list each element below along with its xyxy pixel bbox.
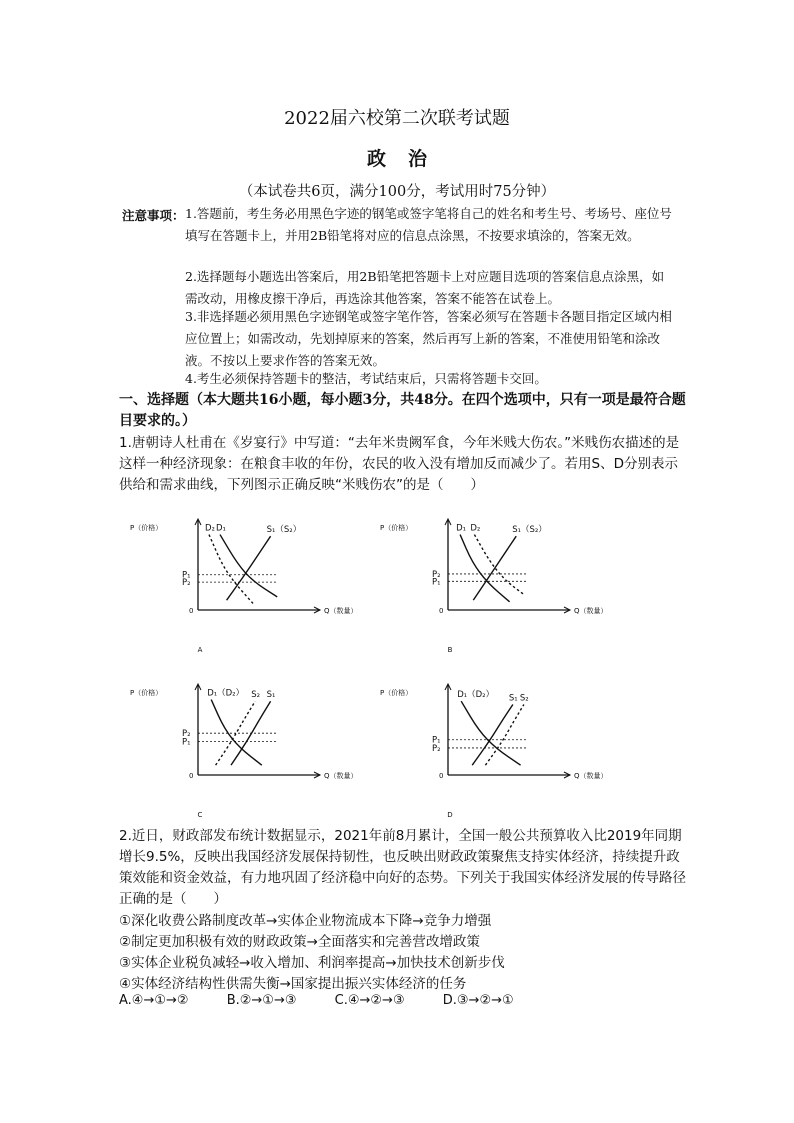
- q2-statement: ④实体经济结构性供需失衡→国家提出振兴实体经济的任务: [119, 976, 467, 992]
- chart-d: [378, 677, 608, 819]
- y-axis-label: P（价格）: [130, 689, 163, 697]
- answer-option-d[interactable]: D.③→②→①: [442, 993, 514, 1008]
- origin-label: 0: [189, 772, 194, 780]
- q2-statement: ①深化收费公路制度改革→实体企业物流成本下降→竞争力增强: [119, 913, 492, 929]
- curve-S₂: [485, 704, 524, 765]
- curve-label: D₂: [205, 523, 215, 534]
- curve-D₁: [460, 535, 510, 602]
- curve-label: S₂: [519, 693, 529, 704]
- y-axis-label: P（价格）: [130, 524, 163, 532]
- chart-caption: C: [197, 811, 203, 819]
- answer-option-c[interactable]: C.④→②→③: [334, 993, 405, 1008]
- subject-title: 政治: [366, 148, 449, 170]
- curve-D₁（D₂）: [461, 701, 520, 765]
- question-1-text: 1.唐朝诗人杜甫在《岁宴行》中写道：“去年米贵阙军食，今年米贱大伤农。”米贱伤农描述的是这样一种经济现象：在粮食丰收的年份，农民的收入没有增加反而减少了。若用S、D分别表示供给和需求曲线，下列图示正确反映“米贱伤农”的是（ ）: [119, 435, 680, 493]
- y-axis-label: P（价格）: [380, 689, 413, 697]
- origin-label: 0: [439, 772, 444, 780]
- chart-c: [128, 677, 358, 819]
- x-axis-label: Q（数量）: [324, 607, 358, 615]
- origin-label: 0: [439, 607, 444, 615]
- chart-caption: A: [197, 646, 203, 654]
- curve-D₁: [220, 535, 277, 597]
- notice-item: 3.非选择题必须用黑色字迹钢笔或签字笔作答，答案必须写在答题卡各题目指定区域内相应位置上；如需改动，先划掉原来的答案，然后再写上新的答案，不准使用铅笔和涂改液。不按以上要求作答的答案无效。: [185, 309, 672, 368]
- notice-label: 注意事项：: [122, 208, 185, 223]
- q2-answer-options: [119, 993, 548, 1008]
- price-tick-label: P₁: [182, 737, 191, 748]
- chart-caption: B: [447, 646, 453, 654]
- curve-label: S₁: [266, 690, 276, 701]
- notice-item: 2.选择题每小题选出答案后，用2B铅笔把答题卡上对应题目选项的答案信息点涂黑，如需改动，用橡皮擦干净后，再选涂其他答案，答案不能答在试卷上。: [185, 269, 665, 306]
- curve-label: S₁（S₂）: [512, 525, 547, 536]
- price-tick-label: P₁: [182, 570, 191, 581]
- exam-title: 2022届六校第二次联考试题: [284, 108, 510, 129]
- answer-option-b[interactable]: B.②→①→③: [226, 993, 297, 1008]
- price-tick-label: P₁: [432, 735, 441, 746]
- price-tick-label: P₂: [432, 743, 441, 754]
- curve-D₁（D₂）: [211, 700, 262, 766]
- curve-label: D₂: [470, 523, 481, 534]
- answer-option-a[interactable]: A.④→①→②: [119, 993, 189, 1008]
- q2-statement: ②制定更加积极有效的财政政策→全面落实和完善营改增政策: [119, 934, 480, 950]
- x-axis-label: Q（数量）: [574, 772, 608, 780]
- origin-label: 0: [189, 607, 194, 615]
- curve-S₁（S₂）: [227, 536, 271, 600]
- notice-item: 1.答题前，考生务必用黑色字迹的钢笔或签字笔将自己的姓名和考生号、考场号、座位号填写在答题卡上，并用2B铅笔将对应的信息点涂黑，不按要求填涂的，答案无效。: [185, 206, 672, 243]
- price-tick-label: P₂: [432, 569, 441, 580]
- curve-label: D₁（D₂）: [457, 690, 495, 701]
- curve-label: D₁: [456, 523, 467, 534]
- chart-a: [128, 512, 358, 654]
- curve-label: S₂: [251, 690, 261, 701]
- exam-info: （本试卷共6页，满分100分，考试用时75分钟）: [238, 184, 556, 200]
- notice-item: 4.考生必须保持答题卡的整洁，考试结束后，只需将答题卡交回。: [185, 371, 547, 386]
- section-heading: 一、选择题（本大题共16小题，每小题3分，共48分。在四个选项中，只有一项是最符合题目要求的。）: [119, 392, 686, 429]
- chart-caption: D: [447, 811, 453, 819]
- curve-label: D₁（D₂）: [207, 688, 245, 699]
- curve-label: S₁（S₂）: [266, 525, 302, 536]
- price-tick-label: P₁: [432, 577, 441, 588]
- price-tick-label: P₂: [182, 578, 191, 589]
- curve-S₁（S₂）: [473, 536, 516, 600]
- curve-label: S₁: [508, 693, 518, 704]
- curve-label: D₁: [216, 523, 226, 534]
- chart-b: [378, 512, 608, 654]
- q2-statement: ③实体企业税负减轻→收入增加、利润率提高→加快技术创新步伐: [119, 955, 505, 971]
- y-axis-label: P（价格）: [380, 524, 413, 532]
- x-axis-label: Q（数量）: [324, 772, 358, 780]
- price-tick-label: P₂: [182, 729, 191, 740]
- question-2-text: 2.近日，财政部发布统计数据显示，2021年前8月累计，全国一般公共预算收入比2019年同期增长9.5%，反映出我国经济发展保持韧性，也反映出财政政策聚焦支持实体经济，持续提升政策效能和资金效益，有力地巩固了经济稳中向好的态势。下列关于我国实体经济发展的传导路径正确的是（ ）: [119, 828, 686, 907]
- x-axis-label: Q（数量）: [574, 607, 608, 615]
